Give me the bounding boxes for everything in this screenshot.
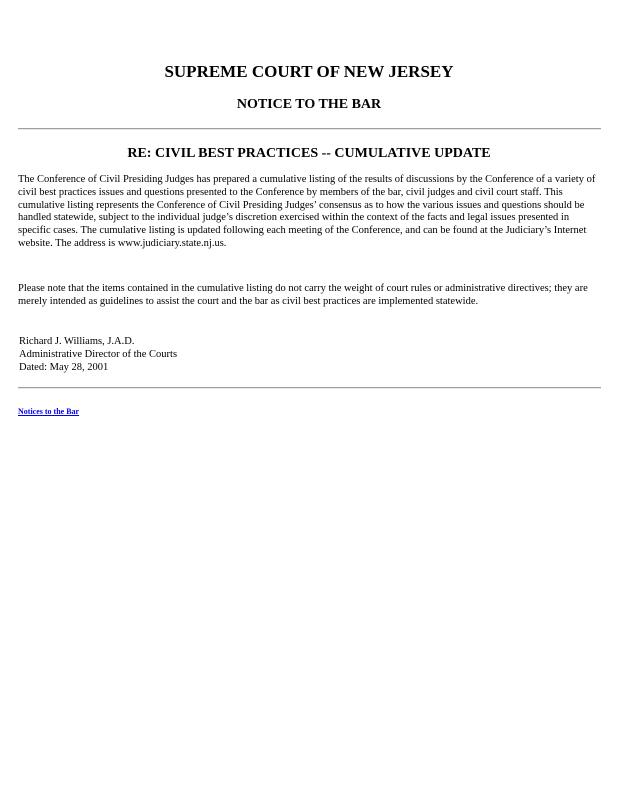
notices-to-the-bar-link[interactable]: Notices to the Bar: [18, 407, 80, 416]
notice-date: Dated: May 28, 2001: [19, 361, 109, 373]
signature-block: [19, 336, 177, 374]
notice-subtitle: NOTICE TO THE BAR: [236, 97, 382, 112]
signatory-position: Administrative Director of the Courts: [19, 348, 178, 360]
notice-heading: RE: CIVIL BEST PRACTICES -- CUMULATIVE UPDATE: [127, 146, 491, 161]
notice-paragraph-1: The Conference of Civil Presiding Judges has prepared a cumulative listing of the results of discussions by the Conference of a variety of civil best practices issues and questions presented to the Conference by members of the bar, civil judges and civil court staff. This cumulative listing represents the Conference of Civil Presiding Judges’ consensus as to how the various issues and questions should be handled statewide, subject to the individual judge’s discretion exercised within the context of the facts and legal issues presented in specific cases. The cumulative listing is updated following each meeting of the Conference, and can be found at the Judiciary’s Internet website. The address is www.judiciary.state.nj.us.: [18, 174, 596, 249]
bottom-divider: [18, 387, 601, 389]
notice-paragraph-2: Please note that the items contained in the cumulative listing do not carry the weight of court rules or administrative directives; they are merely intended as guidelines to assist the court and the bar as civil best practices are implemented statewide.: [18, 283, 588, 307]
top-divider: [18, 128, 601, 130]
court-title: SUPREME COURT OF NEW JERSEY: [164, 62, 454, 81]
signatory-name: Richard J. Williams, J.A.D.: [19, 336, 135, 347]
